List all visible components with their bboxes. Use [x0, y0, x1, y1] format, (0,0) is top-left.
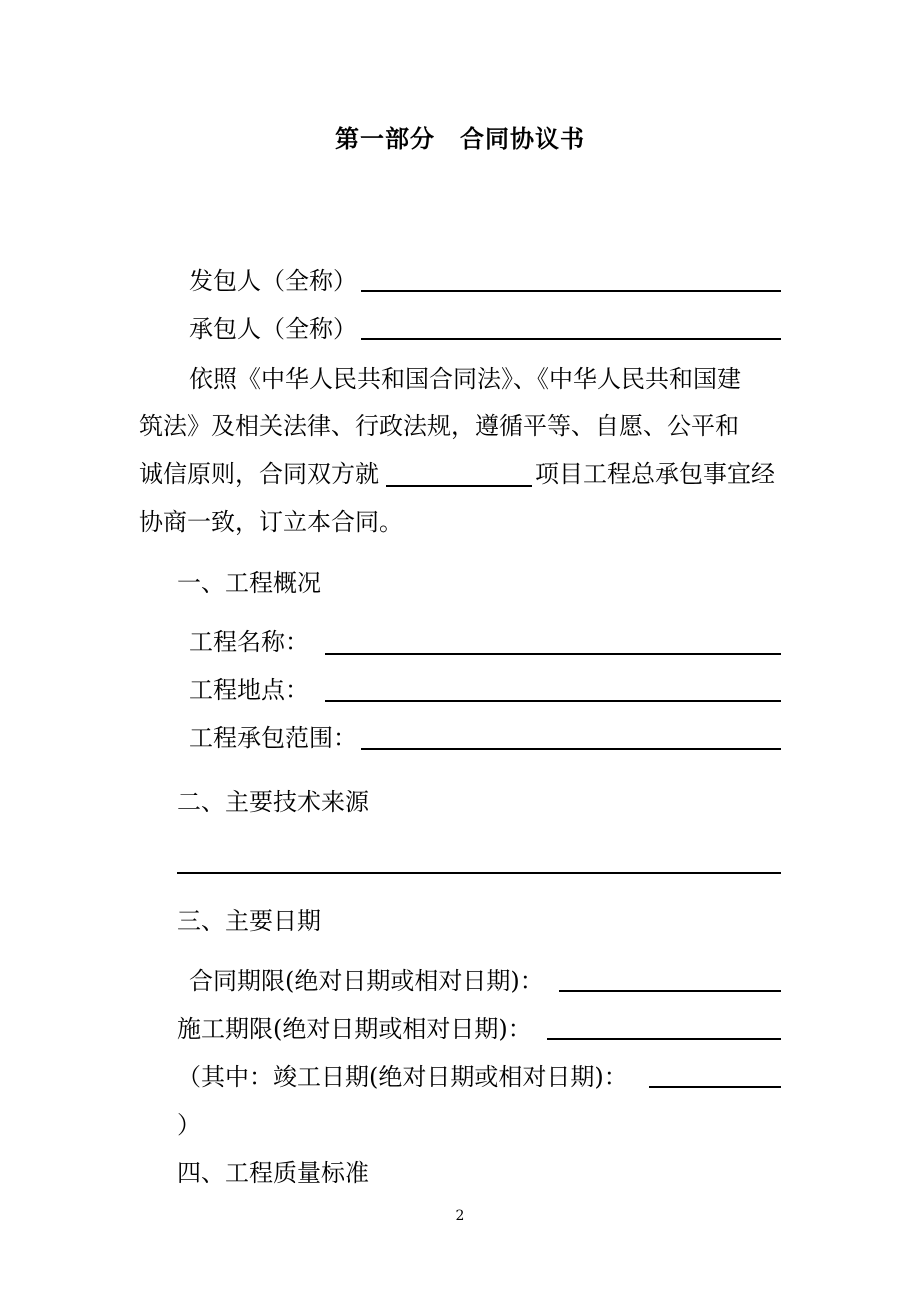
- section-2-heading: 二、主要技术来源: [177, 788, 369, 816]
- contractor-label: 承包人（全称）: [189, 315, 357, 343]
- completion-date-label: （其中：竣工日期(绝对日期或相对日期)：: [177, 1063, 628, 1091]
- closing-paren: ）: [177, 1111, 201, 1139]
- intro-line-3-start: 诚信原则，合同双方就: [139, 460, 379, 488]
- construction-period-field[interactable]: [547, 1038, 781, 1040]
- project-name-field[interactable]: [325, 653, 781, 655]
- contract-period-label: 合同期限(绝对日期或相对日期)：: [189, 967, 544, 995]
- technology-source-field[interactable]: [177, 872, 781, 874]
- contractor-blank[interactable]: [361, 338, 781, 340]
- employer-label: 发包人（全称）: [189, 267, 357, 295]
- project-scope-field[interactable]: [361, 748, 781, 750]
- project-name-label: 工程名称：: [189, 628, 309, 656]
- project-name-blank[interactable]: [386, 485, 532, 487]
- contract-period-field[interactable]: [559, 990, 781, 992]
- project-location-field[interactable]: [325, 700, 781, 702]
- section-4-heading: 四、工程质量标准: [177, 1159, 369, 1187]
- project-location-label: 工程地点：: [189, 676, 309, 704]
- section-3-heading: 三、主要日期: [177, 907, 321, 935]
- employer-blank[interactable]: [361, 290, 781, 292]
- section-1-heading: 一、工程概况: [177, 569, 321, 597]
- intro-line-2: 筑法》及相关法律、行政法规，遵循平等、自愿、公平和: [139, 412, 739, 440]
- intro-line-4: 协商一致，订立本合同。: [139, 508, 403, 536]
- page-number: 2: [455, 1208, 465, 1224]
- intro-line-3-end: 项目工程总承包事宜经: [535, 460, 775, 488]
- page-title: 第一部分 合同协议书: [335, 124, 585, 153]
- construction-period-label: 施工期限(绝对日期或相对日期)：: [177, 1015, 532, 1043]
- completion-date-field[interactable]: [649, 1086, 781, 1088]
- intro-line-1: 依照《中华人民共和国合同法》、《中华人民共和国建: [189, 365, 741, 393]
- project-scope-label: 工程承包范围：: [189, 724, 357, 752]
